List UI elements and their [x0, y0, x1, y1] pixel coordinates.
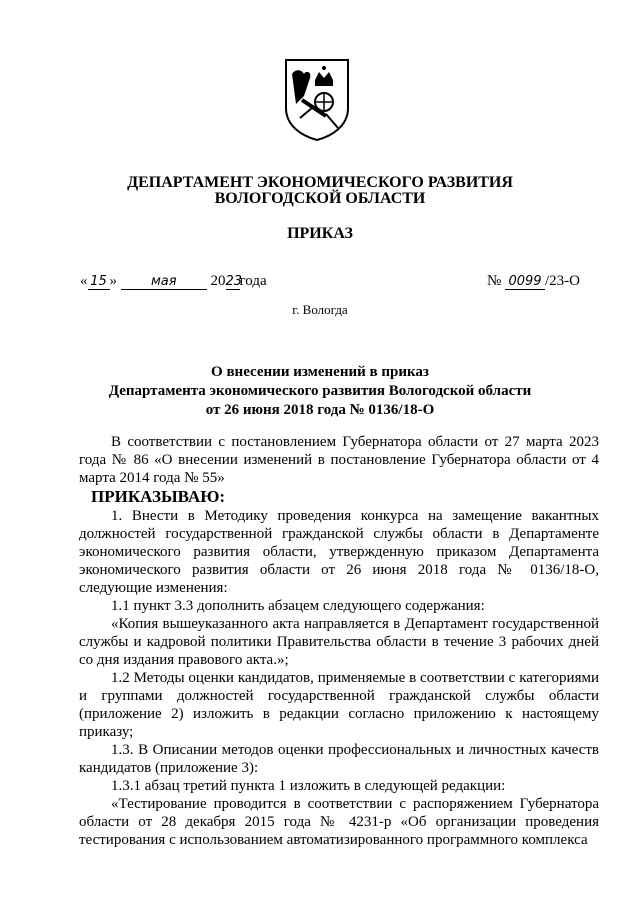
order-subject	[60, 363, 580, 420]
date-year-prefix: 20	[210, 273, 226, 289]
paragraph-1: 1. Внести в Методику проведения конкурса на замещение вакантных должностей государственной гражданской службы области в Департаменте экономического развития области, утвержденную приказом Департамента экономического развития области от 26 июня 2018 года № 0136/18-О, следующие изменения:	[79, 508, 599, 596]
document-type: ПРИКАЗ	[287, 225, 353, 242]
paragraph-intro: В соответствии с постановлением Губернатора области от 27 марта 2023 года № 86 «О внесении изменений в постановление Губернатора области от 4 марта 2014 года № 55»	[79, 434, 599, 486]
date-year-suffix: 23	[225, 274, 243, 289]
department-name: ДЕПАРТАМЕНТ ЭКОНОМИЧЕСКОГО РАЗВИТИЯ	[127, 174, 513, 191]
city: г. Вологда	[292, 302, 348, 317]
paragraph-1-2: 1.2 Методы оценки кандидатов, применяемые в соответствии с категориями и группами должностей государственной гражданской службы области (приложение 2) изложить в редакции согласно приложению к настоящему приказу;	[79, 670, 599, 740]
orders-heading: ПРИКАЗЫВАЮ:	[91, 487, 226, 506]
number-handwritten: 0099	[505, 275, 545, 290]
date-open-quote: «	[80, 273, 88, 289]
paragraph-1-1-quote: «Копия вышеуказанного акта направляется в Департамент государственной службы и кадровой политики Правительства области в течение 3 рабочих дней со дня издания правового акта.»;	[79, 616, 599, 668]
subject-line-3: от 26 июня 2018 года № 0136/18-О	[205, 402, 435, 418]
date-month: мая	[121, 275, 207, 290]
paragraph-1-1: 1.1 пункт 3.3 дополнить абзацем следующего содержания:	[111, 598, 485, 614]
date-close-quote: »	[109, 273, 117, 289]
date-year-word: года	[239, 273, 267, 289]
paragraph-1-3-1-quote: «Тестирование проводится в соответствии с распоряжением Губернатора области от 28 декабря 2015 года № 4231-р «Об организации проведения тестирования с использованием автоматизированного программного комплекса	[79, 796, 599, 848]
paragraph-1-3-1: 1.3.1 абзац третий пункта 1 изложить в следующей редакции:	[111, 778, 506, 794]
subject-line-2: Департамента экономического развития Вологодской области	[108, 383, 532, 399]
coat-of-arms-icon	[282, 56, 352, 142]
subject-line-1: О внесении изменений в приказ	[211, 364, 429, 380]
order-body	[79, 433, 599, 849]
number-sign: №	[486, 273, 502, 289]
number-suffix: /23-О	[545, 273, 580, 289]
order-date	[80, 273, 267, 290]
order-number	[487, 273, 580, 290]
paragraph-1-3: 1.3. В Описании методов оценки профессиональных и личностных качеств кандидатов (приложение 3):	[79, 742, 599, 776]
date-day: 15	[88, 275, 110, 290]
department-region: ВОЛОГОДСКОЙ ОБЛАСТИ	[214, 190, 426, 207]
